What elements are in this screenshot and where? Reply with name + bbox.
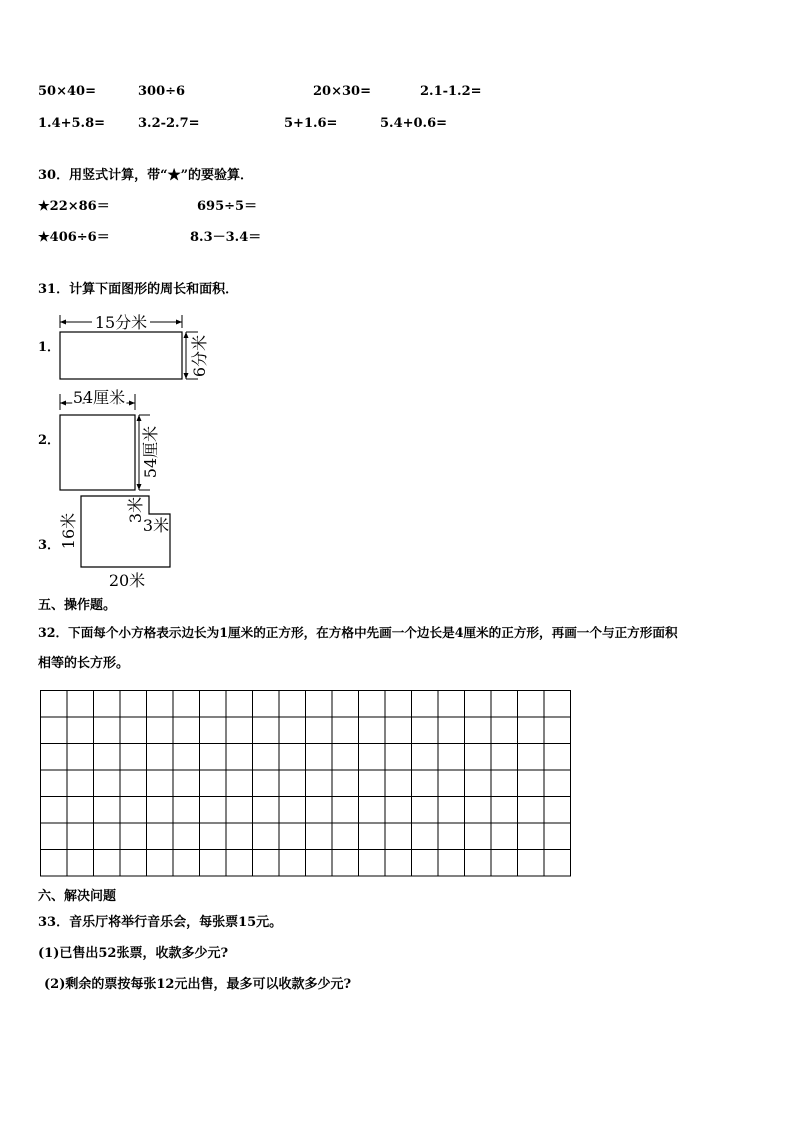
grid-cell[interactable] [544, 717, 571, 744]
grid-cell[interactable] [253, 691, 280, 718]
grid-cell[interactable] [200, 823, 227, 850]
q30-title: 30．用竖式计算，带“★”的要验算． [38, 168, 254, 183]
grid-cell[interactable] [332, 850, 359, 877]
grid-cell[interactable] [94, 770, 121, 797]
grid-cell[interactable] [253, 717, 280, 744]
grid-cell[interactable] [359, 770, 386, 797]
grid-cell[interactable] [120, 717, 147, 744]
grid-cell[interactable] [279, 770, 306, 797]
grid-cell[interactable] [306, 744, 333, 771]
grid-cell[interactable] [147, 850, 174, 877]
grid-cell[interactable] [279, 797, 306, 824]
grid-cell[interactable] [41, 744, 68, 771]
calc-r1-c4: 2.1-1.2= [420, 84, 482, 99]
grid-cell[interactable] [120, 850, 147, 877]
grid-cell[interactable] [412, 717, 439, 744]
fig2-number: 2． [38, 433, 61, 448]
grid-cell[interactable] [200, 717, 227, 744]
q33-title: 33．音乐厅将举行音乐会，每张票15元。 [38, 915, 283, 930]
grid-cell[interactable] [200, 850, 227, 877]
grid-cell[interactable] [41, 691, 68, 718]
grid-cell[interactable] [279, 850, 306, 877]
fig1-height-label: 6分米 [190, 334, 209, 378]
fig3-notch-vertical-label: 3米 [126, 496, 145, 524]
grid-cell[interactable] [544, 823, 571, 850]
grid-cell[interactable] [94, 744, 121, 771]
grid-cell[interactable] [94, 691, 121, 718]
grid-cell[interactable] [306, 850, 333, 877]
grid-cell[interactable] [385, 823, 412, 850]
grid-cell[interactable] [518, 797, 545, 824]
grid-cell[interactable] [544, 770, 571, 797]
fig3-bottom-label: 20米 [108, 571, 146, 590]
grid-cell[interactable] [173, 770, 200, 797]
grid-cell[interactable] [306, 823, 333, 850]
grid-cell[interactable] [253, 797, 280, 824]
grid-cell[interactable] [67, 850, 94, 877]
grid-cell[interactable] [359, 797, 386, 824]
grid-cell[interactable] [491, 823, 518, 850]
grid-cell[interactable] [438, 717, 465, 744]
grid-cell[interactable] [332, 823, 359, 850]
grid-cell[interactable] [438, 850, 465, 877]
calc-r2-c3: 5+1.6= [284, 116, 338, 131]
grid-cell[interactable] [438, 691, 465, 718]
grid-cell[interactable] [438, 744, 465, 771]
grid-cell[interactable] [412, 744, 439, 771]
calc-r2-c2: 3.2-2.7= [138, 116, 200, 131]
grid-cell[interactable] [544, 797, 571, 824]
calc-r1-c1: 50×40= [38, 84, 96, 99]
fig3-notch-horizontal-label: 3米 [142, 516, 170, 535]
grid-cell[interactable] [94, 717, 121, 744]
grid-cell[interactable] [518, 717, 545, 744]
grid-cell[interactable] [518, 770, 545, 797]
grid-cell[interactable] [253, 744, 280, 771]
section-6-heading: 六、解决问题 [38, 889, 117, 904]
grid-cell[interactable] [200, 797, 227, 824]
grid-cell[interactable] [518, 744, 545, 771]
grid-cell[interactable] [41, 717, 68, 744]
grid-cell[interactable] [359, 823, 386, 850]
grid-cell[interactable] [226, 823, 253, 850]
q32-text-line2: 相等的长方形。 [38, 656, 130, 671]
grid-cell[interactable] [491, 770, 518, 797]
calc-r1-c2: 300÷6 [138, 84, 186, 99]
fig2-height-label: 54厘米 [141, 425, 160, 479]
grid-cell[interactable] [226, 770, 253, 797]
grid-cell[interactable] [544, 744, 571, 771]
grid-cell[interactable] [412, 797, 439, 824]
fig1-width-label: 15分米 [94, 313, 148, 332]
grid-cell[interactable] [200, 744, 227, 771]
grid-cell[interactable] [412, 823, 439, 850]
grid-cell[interactable] [173, 691, 200, 718]
grid-cell[interactable] [385, 770, 412, 797]
grid-cell[interactable] [147, 770, 174, 797]
grid-cell[interactable] [306, 717, 333, 744]
grid-cell[interactable] [465, 744, 492, 771]
grid-cell[interactable] [359, 850, 386, 877]
grid-cell[interactable] [465, 797, 492, 824]
grid-cell[interactable] [491, 691, 518, 718]
grid-cell[interactable] [306, 770, 333, 797]
grid-cell[interactable] [94, 823, 121, 850]
fig3-number: 3． [38, 538, 61, 553]
grid-cell[interactable] [412, 691, 439, 718]
grid-cell[interactable] [332, 797, 359, 824]
grid-cell[interactable] [226, 797, 253, 824]
grid-cell[interactable] [465, 770, 492, 797]
grid-cell[interactable] [253, 770, 280, 797]
q33-sub2: (2)剩余的票按每张12元出售，最多可以收款多少元? [44, 977, 352, 992]
grid-cell[interactable] [173, 797, 200, 824]
grid-cell[interactable] [94, 850, 121, 877]
grid-cell[interactable] [147, 744, 174, 771]
grid-cell[interactable] [438, 823, 465, 850]
grid-cell[interactable] [67, 770, 94, 797]
grid-cell[interactable] [491, 717, 518, 744]
grid-cell[interactable] [518, 850, 545, 877]
grid-cell[interactable] [67, 717, 94, 744]
grid-cell[interactable] [332, 717, 359, 744]
grid-cell[interactable] [226, 691, 253, 718]
fig3-left-label: 16米 [59, 512, 78, 550]
grid-cell[interactable] [306, 797, 333, 824]
grid-cell[interactable] [385, 744, 412, 771]
grid-cell[interactable] [200, 770, 227, 797]
grid-cell[interactable] [120, 797, 147, 824]
grid-cell[interactable] [306, 691, 333, 718]
grid-cell[interactable] [120, 744, 147, 771]
grid-cell[interactable] [491, 850, 518, 877]
grid-cell[interactable] [385, 691, 412, 718]
grid-cell[interactable] [67, 797, 94, 824]
grid-cell[interactable] [147, 823, 174, 850]
q30-item-1: ★22×86＝ [38, 199, 110, 214]
grid-cell[interactable] [359, 717, 386, 744]
grid-cell[interactable] [412, 850, 439, 877]
grid-cell[interactable] [67, 823, 94, 850]
grid-cell[interactable] [41, 850, 68, 877]
grid-cell[interactable] [67, 691, 94, 718]
calc-r2-c1: 1.4+5.8= [38, 116, 106, 131]
grid-cell[interactable] [332, 744, 359, 771]
square-grid[interactable] [40, 690, 572, 878]
grid-cell[interactable] [412, 770, 439, 797]
grid-cell[interactable] [438, 797, 465, 824]
q30-item-4: 8.3－3.4＝ [190, 230, 262, 245]
grid-cell[interactable] [253, 850, 280, 877]
grid-cell[interactable] [147, 797, 174, 824]
grid-cell[interactable] [518, 823, 545, 850]
grid-cell[interactable] [279, 823, 306, 850]
grid-cell[interactable] [279, 744, 306, 771]
grid-cell[interactable] [226, 850, 253, 877]
q33-sub1: (1)已售出52张票，收款多少元? [38, 946, 229, 961]
grid-cell[interactable] [94, 797, 121, 824]
fig1-number: 1． [38, 340, 61, 355]
q30-item-3: ★406÷6＝ [38, 230, 110, 245]
grid-cell[interactable] [147, 717, 174, 744]
grid-cell[interactable] [41, 770, 68, 797]
grid-cell[interactable] [173, 744, 200, 771]
grid-cell[interactable] [332, 691, 359, 718]
q31-title: 31．计算下面图形的周长和面积． [38, 282, 239, 297]
grid-cell[interactable] [465, 717, 492, 744]
grid-cell[interactable] [200, 691, 227, 718]
grid-cell[interactable] [465, 691, 492, 718]
grid-cell[interactable] [173, 850, 200, 877]
grid-cell[interactable] [226, 717, 253, 744]
grid-cell[interactable] [544, 691, 571, 718]
grid-cell[interactable] [120, 823, 147, 850]
grid-cell[interactable] [120, 691, 147, 718]
grid-cell[interactable] [173, 823, 200, 850]
grid-cell[interactable] [120, 770, 147, 797]
grid-cell[interactable] [359, 691, 386, 718]
grid-cell[interactable] [518, 691, 545, 718]
grid-cell[interactable] [491, 744, 518, 771]
grid-cell[interactable] [279, 717, 306, 744]
q30-item-2: 695÷5＝ [197, 199, 258, 214]
grid-cell[interactable] [173, 717, 200, 744]
grid-cell[interactable] [385, 717, 412, 744]
grid-cell[interactable] [544, 850, 571, 877]
grid-cell[interactable] [67, 744, 94, 771]
figure-1-rectangle [50, 308, 220, 388]
grid-cell[interactable] [147, 691, 174, 718]
grid-cell[interactable] [438, 770, 465, 797]
grid-cell[interactable] [385, 797, 412, 824]
section-5-heading: 五、操作题。 [38, 598, 117, 613]
calc-r1-c3: 20×30= [313, 84, 371, 99]
grid-cell[interactable] [226, 744, 253, 771]
fig2-width-label: 54厘米 [72, 388, 126, 407]
q32-text-line1: 32．下面每个小方格表示边长为1厘米的正方形，在方格中先画一个边长是4厘米的正方形，再画一个与正方形面积 [38, 625, 678, 640]
grid-cell[interactable] [465, 823, 492, 850]
figure-2-square [50, 384, 170, 496]
figure-3-notched-rectangle [55, 490, 185, 592]
grid-cell[interactable] [465, 850, 492, 877]
grid-cell[interactable] [41, 797, 68, 824]
calc-r2-c4: 5.4+0.6= [380, 116, 448, 131]
grid-cell[interactable] [385, 850, 412, 877]
grid-cell[interactable] [279, 691, 306, 718]
grid-cell[interactable] [332, 770, 359, 797]
grid-cell[interactable] [253, 823, 280, 850]
grid-cell[interactable] [359, 744, 386, 771]
grid-cell[interactable] [41, 823, 68, 850]
grid-cell[interactable] [491, 797, 518, 824]
